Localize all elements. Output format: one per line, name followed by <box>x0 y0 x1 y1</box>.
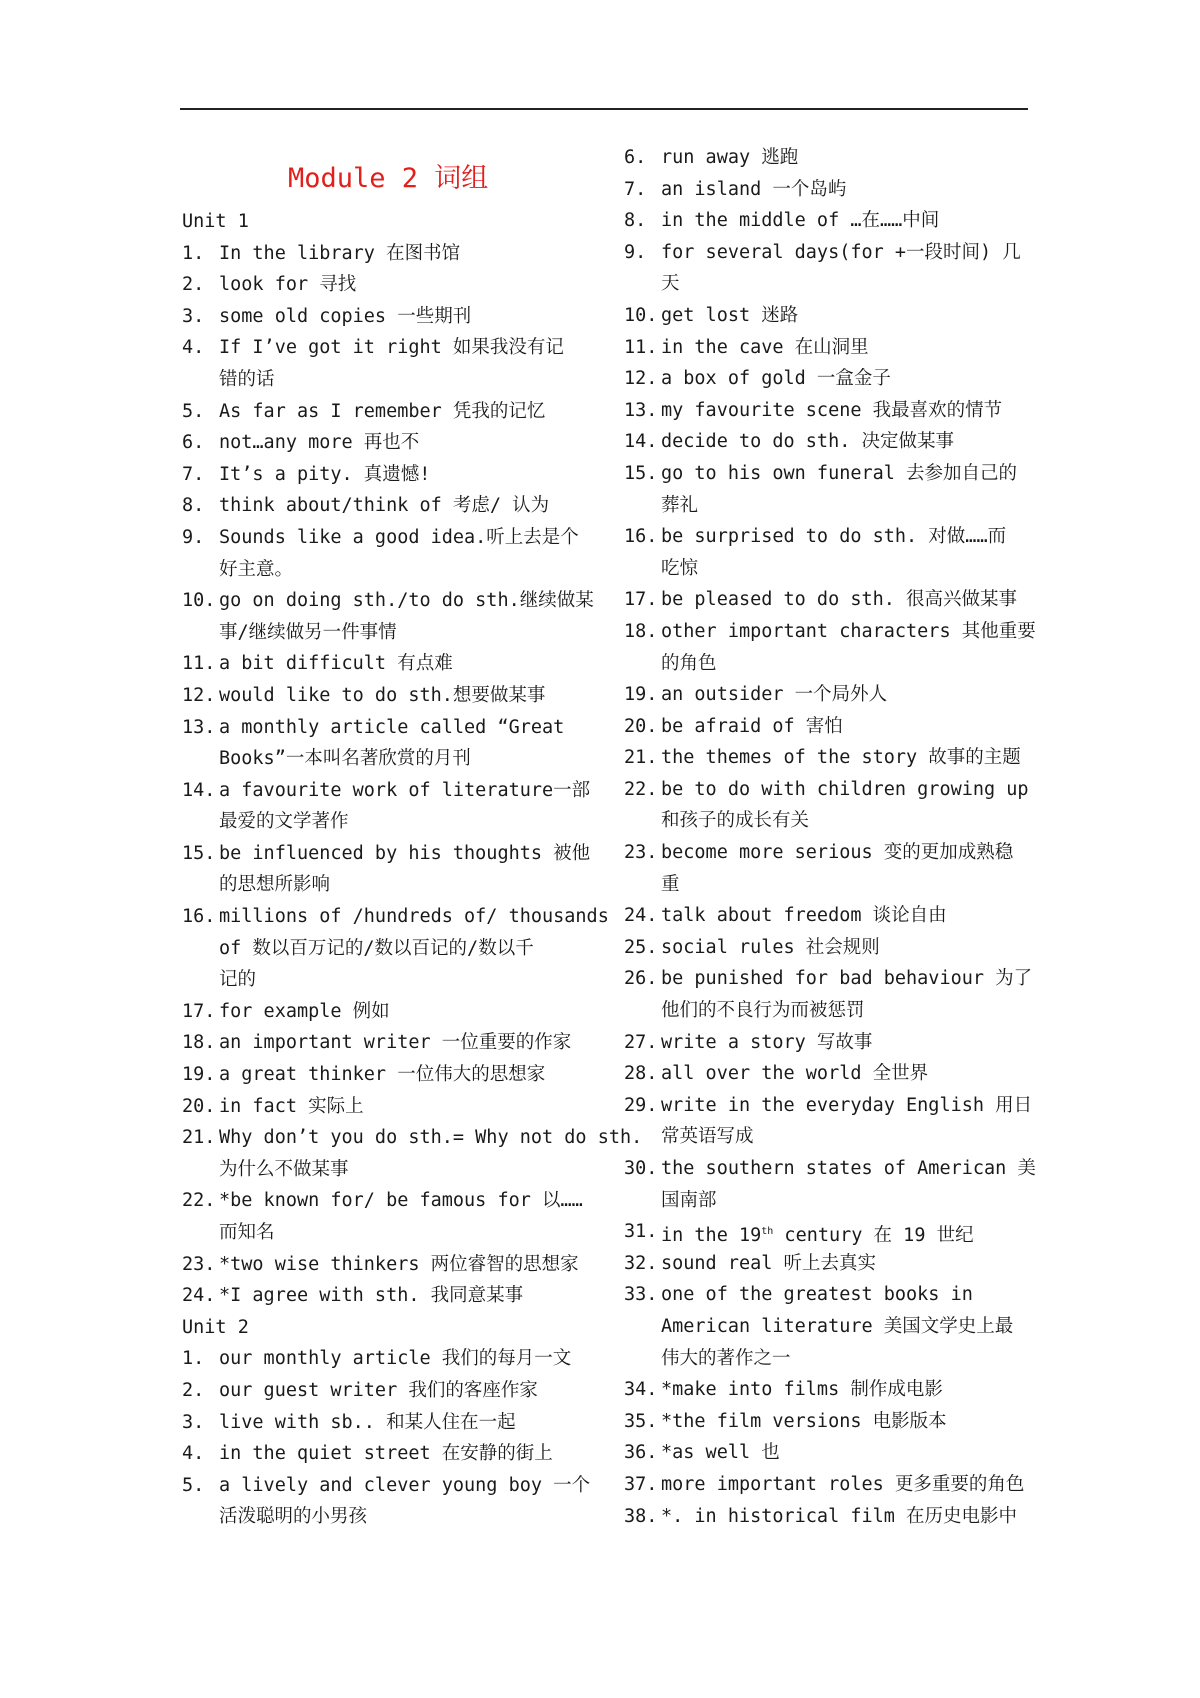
list-item <box>182 1059 584 1091</box>
item-text-line: one of the greatest books in <box>661 1284 973 1306</box>
list-item <box>182 996 584 1028</box>
list-item <box>182 459 584 491</box>
item-text-line: social rules 社会规则 <box>661 936 880 958</box>
item-text-line: talk about freedom 谈论自由 <box>661 905 947 927</box>
item-text-line: run away 逃跑 <box>661 147 799 168</box>
list-item <box>624 458 1028 521</box>
list-item <box>624 1153 1036 1216</box>
item-number: 17. <box>624 589 658 611</box>
item-text-line: In the library 在图书馆 <box>219 242 461 264</box>
item-text-line: an island 一个岛屿 <box>661 178 847 200</box>
item-text-line: 错的话 <box>219 368 275 390</box>
list-item <box>624 1406 1028 1438</box>
item-text <box>661 458 1028 521</box>
list-item <box>182 648 584 680</box>
list-item <box>624 174 1028 206</box>
item-text-line: a monthly article called “Great <box>219 716 565 738</box>
list-item <box>182 1249 584 1281</box>
item-text-line: *the film versions 电影版本 <box>661 1410 947 1432</box>
item-text <box>219 996 584 1028</box>
item-text <box>219 712 584 775</box>
item-text <box>219 838 590 901</box>
item-text <box>661 742 1028 774</box>
item-text-line: *be known for/ be famous for 以…… <box>219 1190 583 1212</box>
item-text <box>661 837 1028 900</box>
item-text <box>661 1501 1028 1533</box>
item-text-line: in fact 实际上 <box>219 1095 364 1117</box>
item-number: 1. <box>182 242 205 264</box>
list-item <box>624 774 1028 837</box>
item-text-line: It’s a pity. 真遗憾! <box>219 463 431 485</box>
list-item <box>624 932 1028 964</box>
list-item <box>182 838 591 901</box>
item-text-line: 天 <box>661 273 680 295</box>
item-text-line: would like to do sth.想要做某事 <box>219 684 546 706</box>
item-text-line: an important writer 一位重要的作家 <box>219 1032 572 1054</box>
list-item <box>624 1058 1028 1090</box>
item-text-line: be afraid of 害怕 <box>661 715 843 737</box>
list-item <box>182 490 584 522</box>
item-text <box>219 1091 584 1123</box>
item-number: 16. <box>624 526 658 548</box>
item-number: 18. <box>624 620 658 642</box>
item-number: 4. <box>182 337 205 359</box>
list-item <box>624 1090 1033 1153</box>
list-item <box>624 521 1028 584</box>
item-number: 37. <box>624 1473 658 1495</box>
item-text <box>661 174 1028 206</box>
superscript: th <box>761 1226 774 1238</box>
item-text-line: 好主意。 <box>219 558 294 580</box>
item-text-line: *as well 也 <box>661 1442 780 1464</box>
item-number: 5. <box>182 1474 205 1496</box>
item-text <box>219 490 584 522</box>
item-text <box>219 269 584 301</box>
item-text <box>219 1185 584 1248</box>
item-text-line: be influenced by his thoughts 被他 <box>219 842 591 864</box>
item-text-line: 国南部 <box>661 1189 717 1211</box>
item-number: 5. <box>182 400 205 422</box>
item-text-line: 重 <box>661 873 680 895</box>
item-text-line: *two wise thinkers 两位睿智的思想家 <box>219 1253 579 1275</box>
item-text <box>219 1407 584 1439</box>
item-text <box>219 427 584 459</box>
item-text <box>219 1438 584 1470</box>
item-text <box>219 238 584 270</box>
item-text-line: in the middle of …在……中间 <box>661 210 940 232</box>
item-number: 10. <box>182 590 216 612</box>
item-text-line: for example 例如 <box>219 1000 390 1022</box>
item-number: 38. <box>624 1505 658 1527</box>
item-text <box>661 963 1032 1026</box>
item-text <box>219 585 594 648</box>
item-text-line: of 数以百万记的/数以百记的/数以千 <box>219 937 534 959</box>
item-text <box>661 1279 1028 1374</box>
item-text-line: *make into films 制作成电影 <box>661 1379 943 1401</box>
list-item <box>182 901 609 996</box>
item-text-line: a lively and clever young boy 一个 <box>219 1474 591 1496</box>
item-number: 31. <box>624 1221 658 1243</box>
list-item <box>624 205 1028 237</box>
list-item <box>182 1470 591 1533</box>
item-text-line: decide to do sth. 决定做某事 <box>661 431 954 453</box>
item-text-line: other important characters 其他重要 <box>661 620 1036 642</box>
item-text <box>661 1406 1028 1438</box>
item-text-line: all over the world 全世界 <box>661 1063 929 1085</box>
item-number: 9. <box>182 526 205 548</box>
item-number: 1. <box>182 1348 205 1370</box>
item-text <box>661 1153 1036 1216</box>
item-number: 27. <box>624 1031 658 1053</box>
item-text <box>219 1470 590 1533</box>
item-text-line: 葬礼 <box>661 494 699 516</box>
item-number: 21. <box>624 747 658 769</box>
item-number: 35. <box>624 1410 658 1432</box>
item-text-line: 而知名 <box>219 1222 275 1243</box>
item-number: 6. <box>624 147 647 168</box>
list-item <box>624 616 1036 679</box>
item-text <box>219 1343 584 1375</box>
item-number: 7. <box>624 178 647 200</box>
item-text <box>219 901 609 996</box>
item-text-line: our monthly article 我们的每月一文 <box>219 1348 572 1370</box>
list-item <box>182 427 584 459</box>
item-number: 14. <box>624 431 658 453</box>
item-text <box>661 363 1028 395</box>
item-text-line: live with sb.. 和某人住在一起 <box>219 1411 516 1433</box>
item-number: 26. <box>624 968 658 990</box>
list-item <box>624 837 1028 900</box>
unit-heading: Unit 1 <box>182 211 249 232</box>
item-text <box>219 680 584 712</box>
item-number: 4. <box>182 1443 205 1465</box>
list-item <box>624 332 1028 364</box>
item-text-line: be to do with children growing up <box>661 778 1029 800</box>
item-number: 18. <box>182 1032 216 1054</box>
header-rule <box>180 108 1028 110</box>
list-item <box>624 679 1028 711</box>
item-number: 34. <box>624 1379 658 1401</box>
item-text <box>219 301 584 333</box>
item-text <box>661 237 1028 300</box>
list-item <box>182 1027 584 1059</box>
item-text-line: write in the everyday English 用日 <box>661 1094 1033 1116</box>
item-text-line: If I’ve got it right 如果我没有记 <box>219 337 564 359</box>
item-number: 15. <box>624 462 658 484</box>
list-item <box>182 775 591 838</box>
item-text-line: get lost 迷路 <box>661 304 799 326</box>
item-number: 29. <box>624 1094 658 1116</box>
item-text-line: the themes of the story 故事的主题 <box>661 747 1021 769</box>
item-number: 14. <box>182 779 216 801</box>
item-text-line: 事/继续做另一件事情 <box>219 621 397 643</box>
list-item <box>624 1216 1028 1248</box>
item-text-line: 的思想所影响 <box>219 874 331 896</box>
item-number: 16. <box>182 906 216 928</box>
item-text <box>661 395 1028 427</box>
item-text <box>219 1375 584 1407</box>
item-text-line: be surprised to do sth. 对做……而 <box>661 526 1007 548</box>
item-text <box>219 1027 584 1059</box>
item-text <box>661 332 1028 364</box>
item-text-line: be pleased to do sth. 很高兴做某事 <box>661 589 1018 611</box>
list-item <box>624 742 1028 774</box>
item-text <box>661 1248 1028 1280</box>
item-text-line: in the cave 在山洞里 <box>661 336 869 358</box>
item-text-line: be punished for bad behaviour 为了 <box>661 968 1033 990</box>
list-item <box>624 1279 1028 1374</box>
item-text <box>219 332 584 395</box>
list-item <box>182 1091 584 1123</box>
item-text-line: more important roles 更多重要的角色 <box>661 1473 1025 1495</box>
item-number: 19. <box>624 684 658 706</box>
item-text <box>661 774 1029 837</box>
item-text <box>661 1469 1028 1501</box>
list-item <box>624 1437 1028 1469</box>
item-text-line: 的角色 <box>661 652 717 674</box>
item-text-line: in the 19th century 在 19 世纪 <box>661 1225 974 1247</box>
item-text <box>219 1249 584 1281</box>
item-number: 8. <box>624 210 647 232</box>
list-item <box>624 363 1028 395</box>
item-text <box>661 1090 1032 1153</box>
page-title: Module 2 词组 <box>288 163 489 194</box>
item-text-line: Why don’t you do sth.= Why not do sth. <box>219 1127 643 1149</box>
item-text <box>219 1059 584 1091</box>
item-number: 24. <box>182 1285 216 1307</box>
item-text <box>661 205 1028 237</box>
item-text <box>219 522 584 585</box>
item-text <box>661 679 1028 711</box>
list-item <box>624 395 1028 427</box>
item-text <box>661 300 1028 332</box>
list-item <box>624 426 1028 458</box>
item-text-line: our guest writer 我们的客座作家 <box>219 1379 538 1401</box>
item-number: 13. <box>624 399 658 421</box>
right-phrase-list <box>624 142 1036 1532</box>
item-text-line: a box of gold 一盒金子 <box>661 368 891 390</box>
item-text <box>219 775 590 838</box>
item-text <box>219 459 584 491</box>
list-item <box>624 1469 1028 1501</box>
list-item <box>624 142 1028 174</box>
item-text-line: 记的 <box>219 969 257 991</box>
item-text <box>661 711 1028 743</box>
list-item <box>624 963 1033 1026</box>
item-text <box>661 142 1028 174</box>
item-number: 23. <box>182 1253 216 1275</box>
item-number: 11. <box>624 336 658 358</box>
list-item <box>624 1374 1028 1406</box>
list-item <box>182 269 584 301</box>
list-item <box>624 300 1028 332</box>
item-number: 23. <box>624 842 658 864</box>
list-item <box>182 1438 584 1470</box>
list-item <box>182 522 584 585</box>
list-item <box>182 680 584 712</box>
item-text <box>661 900 1028 932</box>
list-item <box>182 1407 584 1439</box>
item-text <box>661 1027 1028 1059</box>
item-text-line: 常英语写成 <box>661 1126 754 1148</box>
item-text <box>219 1122 642 1185</box>
item-text-line: American literature 美国文学史上最 <box>661 1315 1014 1337</box>
item-text <box>661 1437 1028 1469</box>
item-text-line: write a story 写故事 <box>661 1031 873 1053</box>
item-number: 21. <box>182 1127 216 1149</box>
item-number: 19. <box>182 1064 216 1086</box>
item-number: 28. <box>624 1063 658 1085</box>
item-number: 22. <box>182 1190 216 1212</box>
item-number: 12. <box>624 368 658 390</box>
list-item <box>182 396 584 428</box>
item-number: 12. <box>182 684 216 706</box>
item-text-line: Books”一本叫名著欣赏的月刊 <box>219 748 471 770</box>
item-text-line: go on doing sth./to do sth.继续做某 <box>219 590 594 612</box>
item-text <box>219 396 584 428</box>
list-item <box>182 712 584 775</box>
item-number: 20. <box>182 1095 216 1117</box>
item-text-line: in the quiet street 在安静的街上 <box>219 1443 553 1465</box>
item-number: 30. <box>624 1158 658 1179</box>
item-text-line: 吃惊 <box>661 557 699 579</box>
item-number: 36. <box>624 1442 658 1464</box>
list-item <box>182 238 584 270</box>
item-text-line: Sounds like a good idea.听上去是个 <box>219 526 579 548</box>
unit-heading: Unit 2 <box>182 1316 249 1338</box>
item-text-line: 为什么不做某事 <box>219 1158 349 1180</box>
item-text <box>661 521 1028 584</box>
item-text <box>661 616 1036 679</box>
item-text-line: look for 寻找 <box>219 274 357 296</box>
item-text-line: a great thinker 一位伟大的思想家 <box>219 1064 546 1086</box>
item-number: 2. <box>182 1379 205 1401</box>
item-number: 3. <box>182 305 205 327</box>
item-number: 8. <box>182 495 205 517</box>
list-item <box>624 711 1028 743</box>
list-item <box>624 237 1028 300</box>
item-text <box>219 1280 584 1312</box>
list-item <box>182 1343 584 1375</box>
item-number: 2. <box>182 274 205 296</box>
item-text <box>661 1216 1028 1248</box>
list-item <box>182 585 594 648</box>
item-text-line: become more serious 变的更加成熟稳 <box>661 842 1014 864</box>
item-text-line: 伟大的著作之一 <box>661 1347 791 1369</box>
item-number: 17. <box>182 1000 216 1022</box>
right-column <box>624 142 1036 1532</box>
item-text-line: 最爱的文学著作 <box>219 811 349 833</box>
item-text-line: think about/think of 考虑/ 认为 <box>219 495 550 517</box>
item-text-line: *. in historical film 在历史电影中 <box>661 1505 1018 1527</box>
list-item <box>182 332 584 395</box>
item-number: 13. <box>182 716 216 738</box>
item-text-line: sound real 听上去真实 <box>661 1252 877 1274</box>
item-text-line: an outsider 一个局外人 <box>661 684 888 706</box>
item-text-line: the southern states of American 美 <box>661 1158 1036 1179</box>
item-number: 7. <box>182 463 205 485</box>
item-text-line: for several days(for +一段时间) 几 <box>661 241 1021 263</box>
item-text <box>661 584 1028 616</box>
item-number: 9. <box>624 241 647 263</box>
list-item <box>182 301 584 333</box>
item-text-line: millions of /hundreds of/ thousands <box>219 906 609 928</box>
item-text-line: my favourite scene 我最喜欢的情节 <box>661 399 1003 421</box>
item-text <box>661 1058 1028 1090</box>
item-text <box>661 932 1028 964</box>
item-text-line: *I agree with sth. 我同意某事 <box>219 1285 524 1307</box>
list-item <box>182 1185 584 1248</box>
item-text-line: not…any more 再也不 <box>219 432 420 454</box>
list-item <box>624 1027 1028 1059</box>
item-number: 10. <box>624 304 658 326</box>
item-text <box>219 648 584 680</box>
item-text-line: 他们的不良行为而被惩罚 <box>661 1000 865 1022</box>
item-text-line: go to his own funeral 去参加自己的 <box>661 462 1018 484</box>
item-text-line: a favourite work of literature一部 <box>219 779 591 801</box>
item-text <box>661 426 1028 458</box>
item-text-line: 活泼聪明的小男孩 <box>219 1506 368 1528</box>
item-number: 33. <box>624 1284 658 1306</box>
item-number: 3. <box>182 1411 205 1433</box>
list-item <box>624 1248 1028 1280</box>
item-number: 15. <box>182 842 216 864</box>
item-number: 6. <box>182 432 205 454</box>
item-number: 22. <box>624 778 658 800</box>
item-number: 11. <box>182 653 216 675</box>
list-item <box>624 900 1028 932</box>
list-item <box>182 1280 584 1312</box>
item-number: 20. <box>624 715 658 737</box>
item-text <box>661 1374 1028 1406</box>
list-item <box>624 584 1028 616</box>
item-text-line: As far as I remember 凭我的记忆 <box>219 400 546 422</box>
item-text-line: a bit difficult 有点难 <box>219 653 453 675</box>
item-text-line: some old copies 一些期刊 <box>219 305 472 327</box>
item-number: 24. <box>624 905 658 927</box>
list-item <box>182 1375 584 1407</box>
item-number: 32. <box>624 1252 658 1274</box>
item-text-line: 和孩子的成长有关 <box>661 810 810 832</box>
list-item <box>624 1501 1028 1533</box>
item-number: 25. <box>624 936 658 958</box>
